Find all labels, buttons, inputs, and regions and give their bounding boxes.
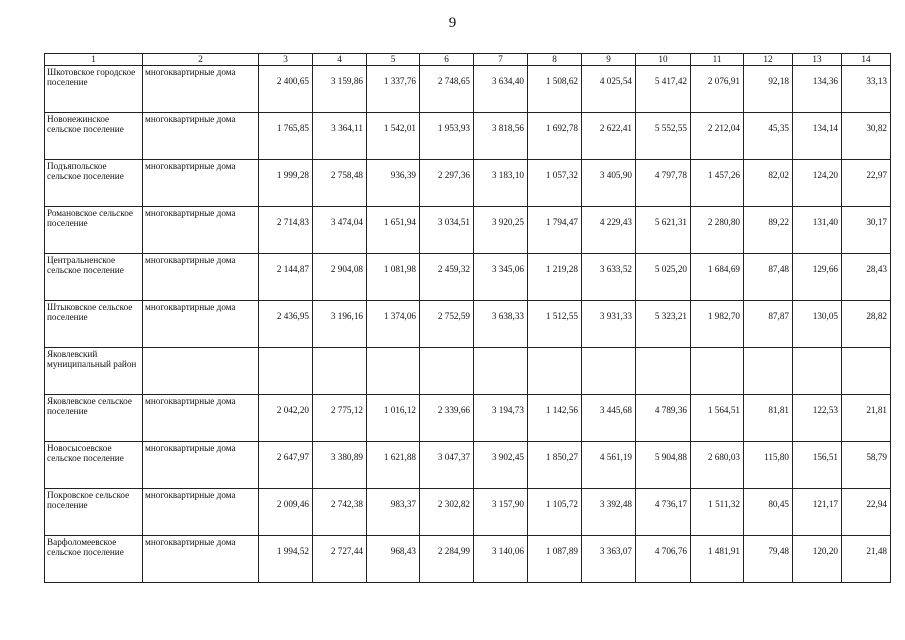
value-cell: 1 794,47 bbox=[528, 206, 582, 253]
value-cell: 1 142,56 bbox=[528, 394, 582, 441]
value-cell: 1 508,62 bbox=[528, 65, 582, 112]
value-cell: 2 144,87 bbox=[259, 253, 313, 300]
tariff-table bbox=[44, 53, 891, 583]
column-header-8: 8 bbox=[528, 54, 582, 66]
value-cell: 3 159,86 bbox=[313, 65, 367, 112]
value-cell bbox=[582, 347, 636, 394]
value-cell: 3 380,89 bbox=[313, 441, 367, 488]
value-cell: 1 994,52 bbox=[259, 535, 313, 582]
value-cell bbox=[420, 347, 474, 394]
value-cell bbox=[259, 347, 313, 394]
value-cell: 122,53 bbox=[793, 394, 842, 441]
value-cell: 3 183,10 bbox=[474, 159, 528, 206]
value-cell: 3 474,04 bbox=[313, 206, 367, 253]
value-cell: 1 087,89 bbox=[528, 535, 582, 582]
value-cell: 1 374,06 bbox=[367, 300, 420, 347]
value-cell: 2 297,36 bbox=[420, 159, 474, 206]
value-cell: 28,82 bbox=[842, 300, 891, 347]
value-cell: 3 405,90 bbox=[582, 159, 636, 206]
value-cell: 1 512,55 bbox=[528, 300, 582, 347]
page-number: 9 bbox=[448, 15, 457, 31]
column-header-7: 7 bbox=[474, 54, 528, 66]
value-cell: 80,45 bbox=[744, 488, 793, 535]
value-cell: 1 105,72 bbox=[528, 488, 582, 535]
table-row bbox=[45, 535, 891, 582]
value-cell: 2 212,04 bbox=[691, 112, 744, 159]
value-cell: 983,37 bbox=[367, 488, 420, 535]
housing-type: многоквартирные дома bbox=[143, 253, 259, 300]
value-cell: 4 706,76 bbox=[636, 535, 691, 582]
value-cell: 2 459,32 bbox=[420, 253, 474, 300]
settlement-name: Яковлевский муниципальный район bbox=[45, 347, 143, 394]
value-cell: 1 621,88 bbox=[367, 441, 420, 488]
value-cell: 4 025,54 bbox=[582, 65, 636, 112]
value-cell: 5 323,21 bbox=[636, 300, 691, 347]
value-cell: 131,40 bbox=[793, 206, 842, 253]
table-row bbox=[45, 441, 891, 488]
value-cell: 2 400,65 bbox=[259, 65, 313, 112]
value-cell: 129,66 bbox=[793, 253, 842, 300]
value-cell: 22,94 bbox=[842, 488, 891, 535]
value-cell: 3 445,68 bbox=[582, 394, 636, 441]
value-cell: 89,22 bbox=[744, 206, 793, 253]
value-cell: 3 140,06 bbox=[474, 535, 528, 582]
value-cell: 22,97 bbox=[842, 159, 891, 206]
value-cell bbox=[793, 347, 842, 394]
housing-type: многоквартирные дома bbox=[143, 441, 259, 488]
settlement-name: Варфоломеевское сельское поселение bbox=[45, 535, 143, 582]
column-header-9: 9 bbox=[582, 54, 636, 66]
value-cell: 4 797,78 bbox=[636, 159, 691, 206]
value-cell: 1 651,94 bbox=[367, 206, 420, 253]
housing-type: многоквартирные дома bbox=[143, 394, 259, 441]
value-cell: 81,81 bbox=[744, 394, 793, 441]
housing-type: многоквартирные дома bbox=[143, 159, 259, 206]
value-cell: 5 904,88 bbox=[636, 441, 691, 488]
value-cell: 2 714,83 bbox=[259, 206, 313, 253]
value-cell: 21,48 bbox=[842, 535, 891, 582]
value-cell: 92,18 bbox=[744, 65, 793, 112]
column-header-1: 1 bbox=[45, 54, 143, 66]
value-cell: 79,48 bbox=[744, 535, 793, 582]
value-cell: 115,80 bbox=[744, 441, 793, 488]
value-cell: 2 727,44 bbox=[313, 535, 367, 582]
value-cell: 2 622,41 bbox=[582, 112, 636, 159]
table-row bbox=[45, 65, 891, 112]
value-cell: 1 481,91 bbox=[691, 535, 744, 582]
housing-type: многоквартирные дома bbox=[143, 206, 259, 253]
housing-type: многоквартирные дома bbox=[143, 300, 259, 347]
value-cell: 28,43 bbox=[842, 253, 891, 300]
column-header-3: 3 bbox=[259, 54, 313, 66]
housing-type: многоквартирные дома bbox=[143, 488, 259, 535]
value-cell: 2 042,20 bbox=[259, 394, 313, 441]
table-row bbox=[45, 253, 891, 300]
settlement-name: Новонежинское сельское поселение bbox=[45, 112, 143, 159]
column-header-10: 10 bbox=[636, 54, 691, 66]
value-cell: 21,81 bbox=[842, 394, 891, 441]
column-header-14: 14 bbox=[842, 54, 891, 66]
value-cell: 3 194,73 bbox=[474, 394, 528, 441]
value-cell: 87,48 bbox=[744, 253, 793, 300]
value-cell: 3 818,56 bbox=[474, 112, 528, 159]
value-cell: 2 748,65 bbox=[420, 65, 474, 112]
value-cell: 2 009,46 bbox=[259, 488, 313, 535]
value-cell: 1 953,93 bbox=[420, 112, 474, 159]
value-cell: 2 775,12 bbox=[313, 394, 367, 441]
value-cell: 134,14 bbox=[793, 112, 842, 159]
settlement-name: Центральненское сельское поселение bbox=[45, 253, 143, 300]
value-cell: 1 219,28 bbox=[528, 253, 582, 300]
value-cell bbox=[744, 347, 793, 394]
value-cell: 134,36 bbox=[793, 65, 842, 112]
value-cell: 936,39 bbox=[367, 159, 420, 206]
value-cell: 2 436,95 bbox=[259, 300, 313, 347]
value-cell: 124,20 bbox=[793, 159, 842, 206]
value-cell: 4 561,19 bbox=[582, 441, 636, 488]
value-cell: 30,17 bbox=[842, 206, 891, 253]
value-cell bbox=[636, 347, 691, 394]
value-cell bbox=[691, 347, 744, 394]
value-cell: 2 647,97 bbox=[259, 441, 313, 488]
table-row bbox=[45, 206, 891, 253]
value-cell bbox=[474, 347, 528, 394]
table-row bbox=[45, 394, 891, 441]
value-cell: 968,43 bbox=[367, 535, 420, 582]
value-cell: 1 692,78 bbox=[528, 112, 582, 159]
housing-type: многоквартирные дома bbox=[143, 112, 259, 159]
value-cell: 1 542,01 bbox=[367, 112, 420, 159]
value-cell bbox=[842, 347, 891, 394]
table-header-row bbox=[45, 54, 891, 66]
value-cell: 3 196,16 bbox=[313, 300, 367, 347]
value-cell: 3 345,06 bbox=[474, 253, 528, 300]
value-cell: 3 364,11 bbox=[313, 112, 367, 159]
value-cell: 3 931,33 bbox=[582, 300, 636, 347]
value-cell: 2 752,59 bbox=[420, 300, 474, 347]
column-header-12: 12 bbox=[744, 54, 793, 66]
value-cell: 30,82 bbox=[842, 112, 891, 159]
value-cell: 33,13 bbox=[842, 65, 891, 112]
value-cell: 2 339,66 bbox=[420, 394, 474, 441]
value-cell: 1 765,85 bbox=[259, 112, 313, 159]
value-cell: 5 552,55 bbox=[636, 112, 691, 159]
column-header-5: 5 bbox=[367, 54, 420, 66]
table-row bbox=[45, 300, 891, 347]
value-cell: 1 564,51 bbox=[691, 394, 744, 441]
value-cell: 87,87 bbox=[744, 300, 793, 347]
column-header-6: 6 bbox=[420, 54, 474, 66]
value-cell: 4 736,17 bbox=[636, 488, 691, 535]
value-cell: 120,20 bbox=[793, 535, 842, 582]
value-cell: 3 902,45 bbox=[474, 441, 528, 488]
value-cell: 3 157,90 bbox=[474, 488, 528, 535]
value-cell: 1 057,32 bbox=[528, 159, 582, 206]
value-cell: 2 680,03 bbox=[691, 441, 744, 488]
table-row bbox=[45, 159, 891, 206]
value-cell: 5 025,20 bbox=[636, 253, 691, 300]
value-cell: 2 758,48 bbox=[313, 159, 367, 206]
value-cell: 1 457,26 bbox=[691, 159, 744, 206]
table-row bbox=[45, 488, 891, 535]
value-cell: 58,79 bbox=[842, 441, 891, 488]
column-header-2: 2 bbox=[143, 54, 259, 66]
value-cell bbox=[367, 347, 420, 394]
value-cell: 4 789,36 bbox=[636, 394, 691, 441]
value-cell bbox=[528, 347, 582, 394]
value-cell: 5 621,31 bbox=[636, 206, 691, 253]
value-cell: 1 337,76 bbox=[367, 65, 420, 112]
value-cell: 121,17 bbox=[793, 488, 842, 535]
value-cell: 3 034,51 bbox=[420, 206, 474, 253]
value-cell: 3 634,40 bbox=[474, 65, 528, 112]
settlement-name: Покровское сельское поселение bbox=[45, 488, 143, 535]
value-cell: 1 684,69 bbox=[691, 253, 744, 300]
value-cell: 2 742,38 bbox=[313, 488, 367, 535]
settlement-name: Яковлевское сельское поселение bbox=[45, 394, 143, 441]
value-cell: 82,02 bbox=[744, 159, 793, 206]
table-row bbox=[45, 112, 891, 159]
column-header-13: 13 bbox=[793, 54, 842, 66]
value-cell: 3 392,48 bbox=[582, 488, 636, 535]
housing-type: многоквартирные дома bbox=[143, 65, 259, 112]
value-cell: 2 076,91 bbox=[691, 65, 744, 112]
value-cell: 3 920,25 bbox=[474, 206, 528, 253]
value-cell: 156,51 bbox=[793, 441, 842, 488]
settlement-name: Романовское сельское поселение bbox=[45, 206, 143, 253]
value-cell: 130,05 bbox=[793, 300, 842, 347]
value-cell: 2 302,82 bbox=[420, 488, 474, 535]
settlement-name: Штыковское сельское поселение bbox=[45, 300, 143, 347]
value-cell: 2 284,99 bbox=[420, 535, 474, 582]
value-cell: 5 417,42 bbox=[636, 65, 691, 112]
value-cell: 3 363,07 bbox=[582, 535, 636, 582]
value-cell: 2 280,80 bbox=[691, 206, 744, 253]
table-body bbox=[45, 54, 891, 583]
value-cell: 1 850,27 bbox=[528, 441, 582, 488]
settlement-name: Новосысоевское сельское поселение bbox=[45, 441, 143, 488]
value-cell: 4 229,43 bbox=[582, 206, 636, 253]
value-cell: 3 638,33 bbox=[474, 300, 528, 347]
housing-type: многоквартирные дома bbox=[143, 535, 259, 582]
settlement-name: Подъяпольское сельское поселение bbox=[45, 159, 143, 206]
value-cell bbox=[313, 347, 367, 394]
housing-type bbox=[143, 347, 259, 394]
value-cell: 1 511,32 bbox=[691, 488, 744, 535]
value-cell: 45,35 bbox=[744, 112, 793, 159]
value-cell: 1 081,98 bbox=[367, 253, 420, 300]
column-header-11: 11 bbox=[691, 54, 744, 66]
value-cell: 3 633,52 bbox=[582, 253, 636, 300]
value-cell: 2 904,08 bbox=[313, 253, 367, 300]
value-cell: 1 982,70 bbox=[691, 300, 744, 347]
value-cell: 1 999,28 bbox=[259, 159, 313, 206]
column-header-4: 4 bbox=[313, 54, 367, 66]
table-row bbox=[45, 347, 891, 394]
settlement-name: Шкотовское городское поселение bbox=[45, 65, 143, 112]
value-cell: 3 047,37 bbox=[420, 441, 474, 488]
value-cell: 1 016,12 bbox=[367, 394, 420, 441]
